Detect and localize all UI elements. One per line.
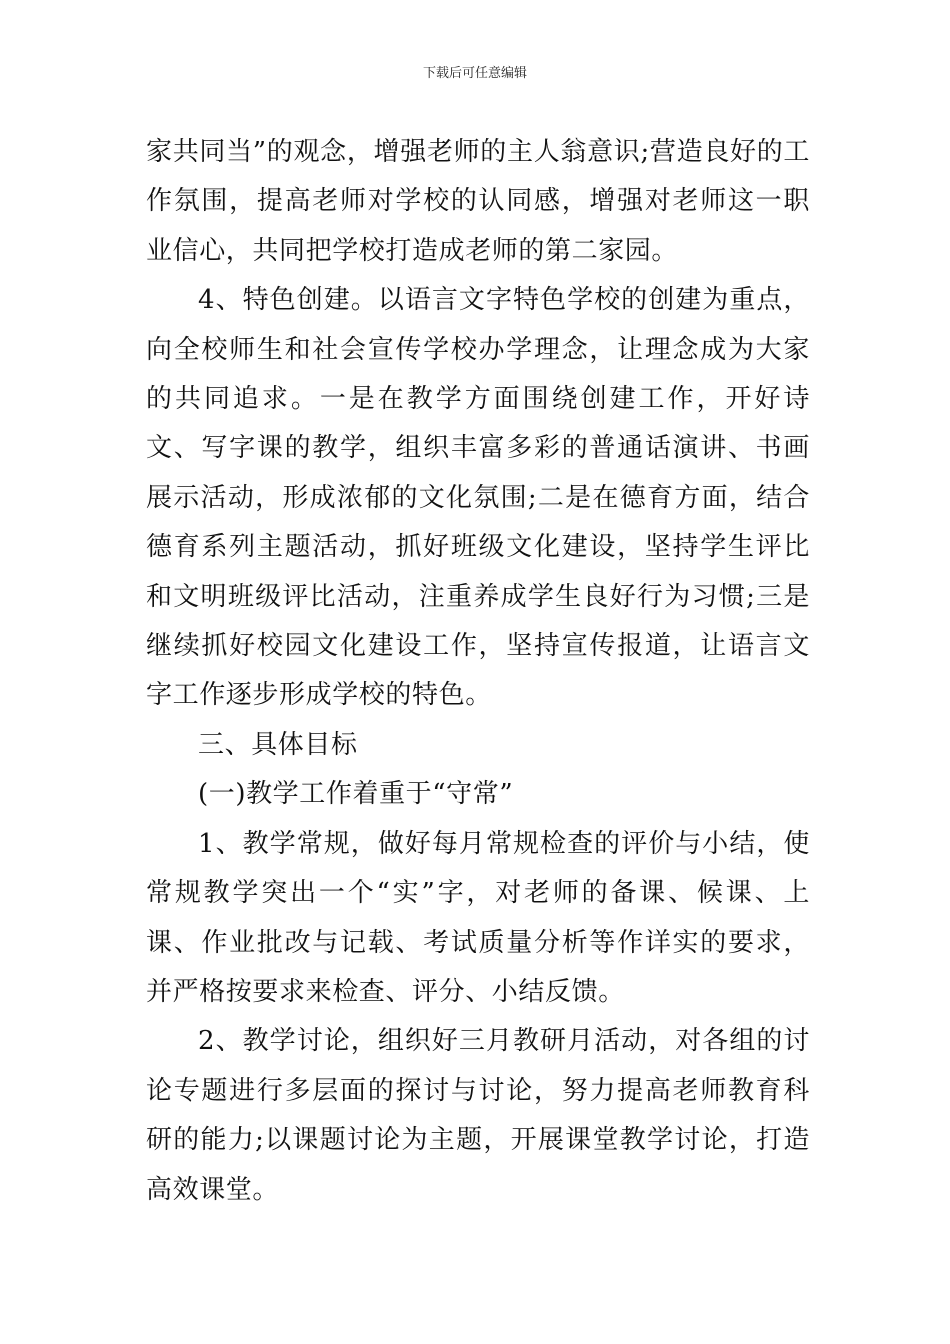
paragraph-teaching-research: 2、教学讨论，组织好三月教研月活动，对各组的讨论专题进行多层面的探讨与讨论，努力提高老师教育科研的能力;以课题讨论为主题，开展课堂教学讨论，打造高效课堂。 xyxy=(146,1026,810,1205)
document-body xyxy=(146,128,810,1215)
paragraph-continuation: 家共同当”的观念，增强老师的主人翁意识;营造良好的工作氛围，提高老师对学校的认同感，增强对老师这一职业信心，共同把学校打造成老师的第二家园。 xyxy=(146,137,810,266)
paragraph-feature-building: 4、特色创建。以语言文字特色学校的创建为重点，向全校师生和社会宣传学校办学理念，让理念成为大家的共同追求。一是在教学方面围绕创建工作，开好诗文、写字课的教学，组织丰富多彩的普通话演讲、书画展示活动，形成浓郁的文化氛围;二是在德育方面，结合德育系列主题活动，抓好班级文化建设，坚持学生评比和文明班级评比活动，注重养成学生良好行为习惯;三是继续抓好校园文化建设工作，坚持宣传报道，让语言文字工作逐步形成学校的特色。 xyxy=(146,285,810,711)
section-heading-goals: 三、具体目标 xyxy=(198,729,358,760)
subsection-heading-teaching: (一)教学工作着重于“守常” xyxy=(198,779,514,810)
page-header: 下载后可任意编辑 xyxy=(422,66,527,81)
paragraph-teaching-routine: 1、教学常规，做好每月常规检查的评价与小结，使常规教学突出一个“实”字，对老师的备课、候课、上课、作业批改与记载、考试质量分析等作详实的要求，并严格按要求来检查、评分、小结反馈。 xyxy=(146,828,810,1007)
